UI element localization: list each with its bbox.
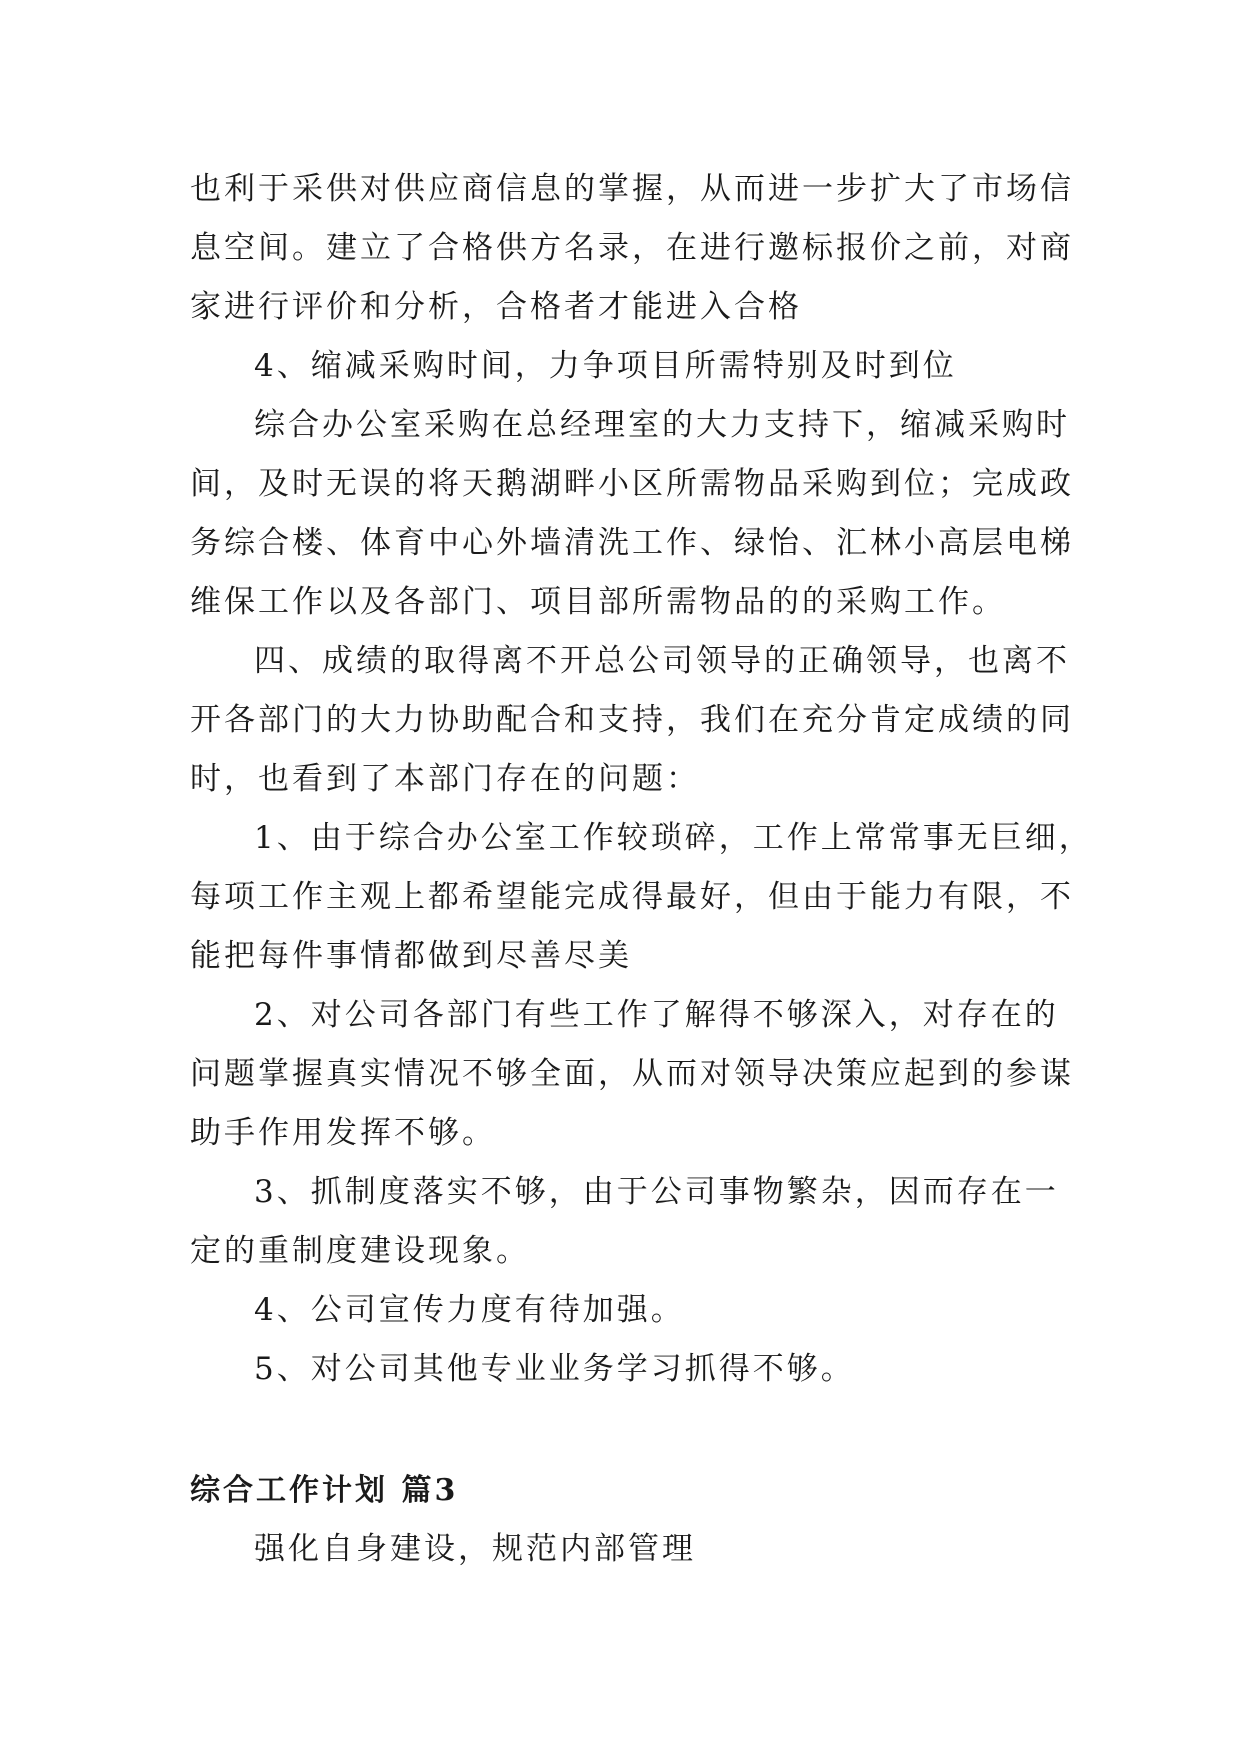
text-line: 时，也看到了本部门存在的问题： [190, 761, 700, 797]
text-line: 5、对公司其他专业业务学习抓得不够。 [254, 1351, 855, 1387]
text-line: 能把每件事情都做到尽善尽美 [190, 938, 632, 974]
text-line: 强化自身建设，规范内部管理 [254, 1531, 696, 1567]
text-line: 家进行评价和分析，合格者才能进入合格 [190, 289, 802, 325]
text-line: 助手作用发挥不够。 [190, 1115, 496, 1151]
text-line: 4、缩减采购时间，力争项目所需特别及时到位 [254, 348, 957, 384]
paragraph [190, 1340, 1070, 1399]
document-body [190, 160, 1093, 1579]
text-line: 息空间。建立了合格供方名录，在进行邀标报价之前，对商 [190, 230, 1074, 266]
text-line: 也利于采供对供应商信息的掌握，从而进一步扩大了市场信 [190, 171, 1074, 207]
paragraph [190, 632, 1074, 809]
paragraph [190, 1520, 1070, 1579]
paragraph [190, 1163, 1070, 1281]
paragraph [190, 337, 1070, 396]
text-line: 间，及时无误的将天鹅湖畔小区所需物品采购到位；完成政 [190, 466, 1074, 502]
text-line: 四、成绩的取得离不开总公司领导的正确领导，也离不 [254, 643, 1070, 679]
text-line: 3、抓制度落实不够，由于公司事物繁杂，因而存在一 [254, 1174, 1059, 1210]
text-line: 维保工作以及各部门、项目部所需物品的的采购工作。 [190, 584, 1006, 620]
text-line: 问题掌握真实情况不够全面，从而对领导决策应起到的参谋 [190, 1056, 1074, 1092]
paragraph [190, 1281, 1070, 1340]
text-line: 1、由于综合办公室工作较琐碎，工作上常常事无巨细， [254, 820, 1093, 856]
paragraph [190, 809, 1093, 986]
text-line: 2、对公司各部门有些工作了解得不够深入，对存在的 [254, 997, 1059, 1033]
text-line: 开各部门的大力协助配合和支持，我们在充分肯定成绩的同 [190, 702, 1074, 738]
section-spacer [190, 1399, 1070, 1461]
text-line: 务综合楼、体育中心外墙清洗工作、绿怡、汇林小高层电梯 [190, 525, 1074, 561]
text-line: 4、公司宣传力度有待加强。 [254, 1292, 685, 1328]
paragraph [190, 160, 1074, 337]
text-line: 每项工作主观上都希望能完成得最好，但由于能力有限，不 [190, 879, 1074, 915]
text-line: 定的重制度建设现象。 [190, 1233, 530, 1269]
paragraph [190, 986, 1074, 1163]
section-heading: 综合工作计划 篇3 [190, 1473, 459, 1508]
text-line: 综合办公室采购在总经理室的大力支持下，缩减采购时 [254, 407, 1070, 443]
paragraph [190, 396, 1074, 632]
